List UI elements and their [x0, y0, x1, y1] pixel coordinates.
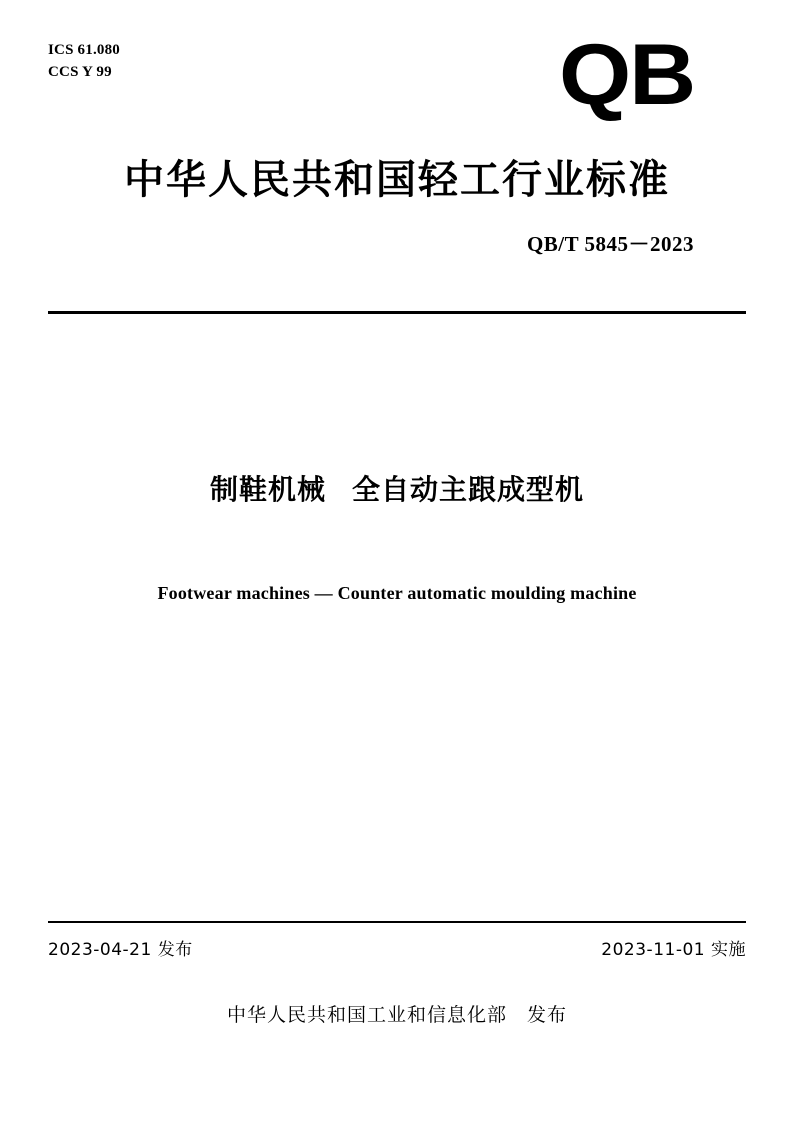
qb-logo: QB	[559, 27, 694, 123]
subject-title-cn-part1: 制鞋机械	[209, 473, 326, 506]
publisher-name: 中华人民共和国工业和信息化部	[226, 1004, 507, 1026]
subject-title-en: Footwear machines — Counter automatic moulding machine	[157, 583, 637, 603]
divider-top	[48, 311, 746, 314]
effective-date: 2023-11-01 实施	[601, 940, 746, 960]
divider-bottom	[48, 921, 746, 923]
issuing-body-title: 中华人民共和国轻工行业标准	[124, 157, 670, 203]
publisher-line	[0, 1000, 794, 1027]
subject-title-cn-part2: 全自动主跟成型机	[352, 473, 585, 506]
standard-number: QB/T 5845－2023	[526, 232, 694, 256]
publisher-action: 发布	[527, 1004, 568, 1026]
ccs-code: CCS Y 99	[48, 63, 112, 80]
subject-title-cn	[0, 468, 794, 508]
issue-date: 2023-04-21 发布	[48, 940, 193, 960]
ics-code: ICS 61.080	[48, 42, 121, 58]
classification-codes	[48, 40, 120, 84]
